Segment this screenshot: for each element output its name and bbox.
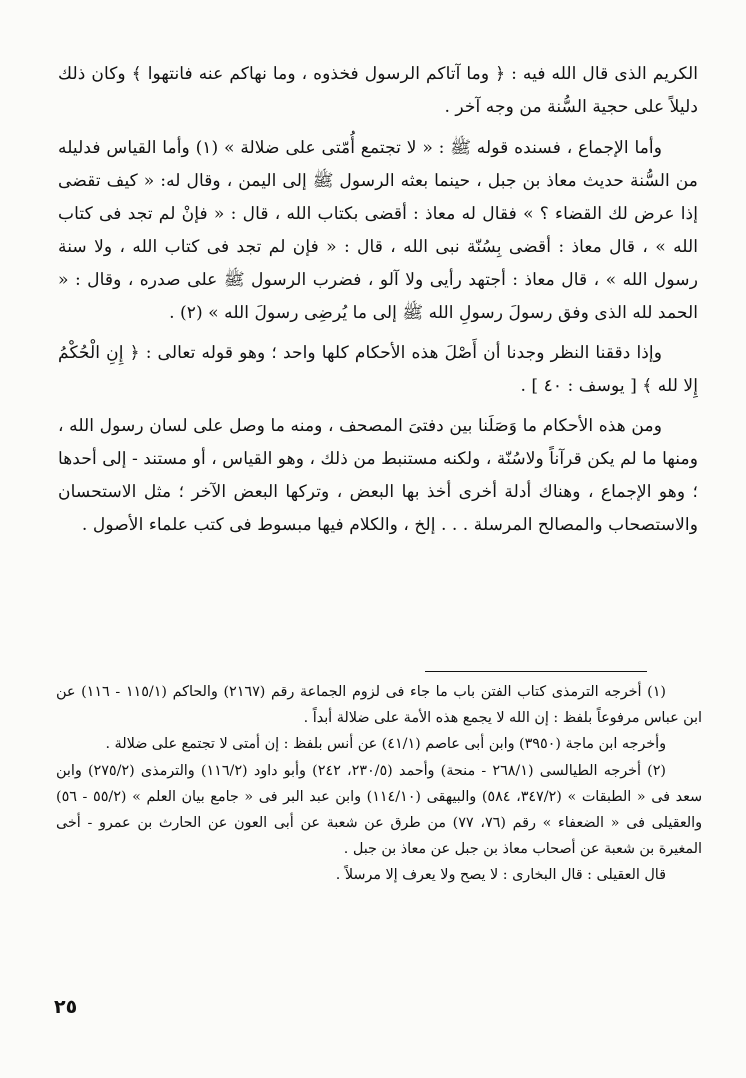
footnote-divider — [425, 671, 647, 672]
footnote-1-addendum: وأخرجه ابن ماجة (٣٩٥٠) وابن أبى عاصم (٤١/١) عن أنس بلفظ : إن أمتى لا تجتمع على ضلالة . — [105, 736, 666, 753]
paragraph-4: ومن هذه الأحكام ما وَصَلَنا بين دفتىَ المصحف ، ومنه ما وصل على لسان رسول الله ، ومنها ما لم يكن قرآناً ولاسُنّة ، ولكنه مستنبط من ذلك ، وهو القياس ، أو مستند - إلى أحدها ؛ وهو الإجماع ، وهناك أدلة أخرى أخذ بها البعض ، وتركها البعض الآخر ؛ مثل الاستحسان والاستصحاب والمصالح المرسلة . . . إلخ ، والكلام فيها مبسوط فى كتب علماء الأصول . — [58, 416, 698, 535]
footnotes — [56, 679, 702, 889]
paragraph-3: وإذا دققنا النظر وجدنا أن أَصْلَ هذه الأحكام كلها واحد ؛ وهو قوله تعالى : ﴿ إِنِ الْحُكْمُ إِلا لله ﴾ [ يوسف : ٤٠ ] . — [58, 343, 698, 396]
paragraph-1: الكريم الذى قال الله فيه : ﴿ وما آتاكم الرسول فخذوه ، وما نهاكم عنه فانتهوا ﴾ وكان ذلك دليلاً على حجية السُّنة من وجه آخر . — [58, 64, 698, 117]
main-text — [58, 58, 698, 549]
footnote-2-addendum: قال العقيلى : قال البخارى : لا يصح ولا يعرف إلا مرسلاً . — [335, 867, 666, 884]
paragraph-2: وأما الإجماع ، فسنده قوله ﷺ : « لا تجتمع أُمّتى على ضلالة » (١) وأما القياس فدليله من السُّنة حديث معاذ بن جبل ، حينما بعثه الرسول ﷺ إلى اليمن ، وقال له: « كيف تقضى إذا عرض لك القضاء ؟ » فقال له معاذ : أقضى بكتاب الله ، قال : « فإنْ لم تجد فى كتاب الله » ، قال معاذ : أقضى بِسُنّة نبى الله ، قال : « فإن لم تجد فى كتاب الله ، ولا سنة رسول الله » ، قال معاذ : أجتهد رأيى ولا آلو ، فضرب الرسول ﷺ على صدره ، وقال : « الحمد لله الذى وفق رسولَ رسولِ الله ﷺ إلى ما يُرضِى رسولَ الله » (٢) . — [58, 138, 698, 323]
footnote-1: (١) أخرجه الترمذى كتاب الفتن باب ما جاء فى لزوم الجماعة رقم (٢١٦٧) والحاكم (١١٥/١ - ١١٦) عن ابن عباس مرفوعاً بلفظ : إن الله لا يجمع هذه الأمة على ضلالة أبداً . — [56, 684, 702, 727]
page-number: ٢٥ — [54, 996, 78, 1018]
footnote-2: (٢) أخرجه الطيالسى (٢٦٨/١ - منحة) وأحمد (٢٣٠/٥، ٢٤٢) وأبو داود (١١٦/٢) والترمذى (٢٧٥/٢) وابن سعد فى « الطبقات » (٣٤٧/٢، ٥٨٤) والبيهقى (١١٤/١٠) وابن عبد البر فى « جامع بيان العلم » (٥٥/٢ - ٥٦) والعقيلى فى « الضعفاء » رقم (٧٦، ٧٧) من طرق عن شعبة عن أبى العون عن الحارث بن عمرو - أخى المغيرة بن شعبة عن أصحاب معاذ بن جبل عن معاذ بن جبل . — [56, 762, 702, 858]
